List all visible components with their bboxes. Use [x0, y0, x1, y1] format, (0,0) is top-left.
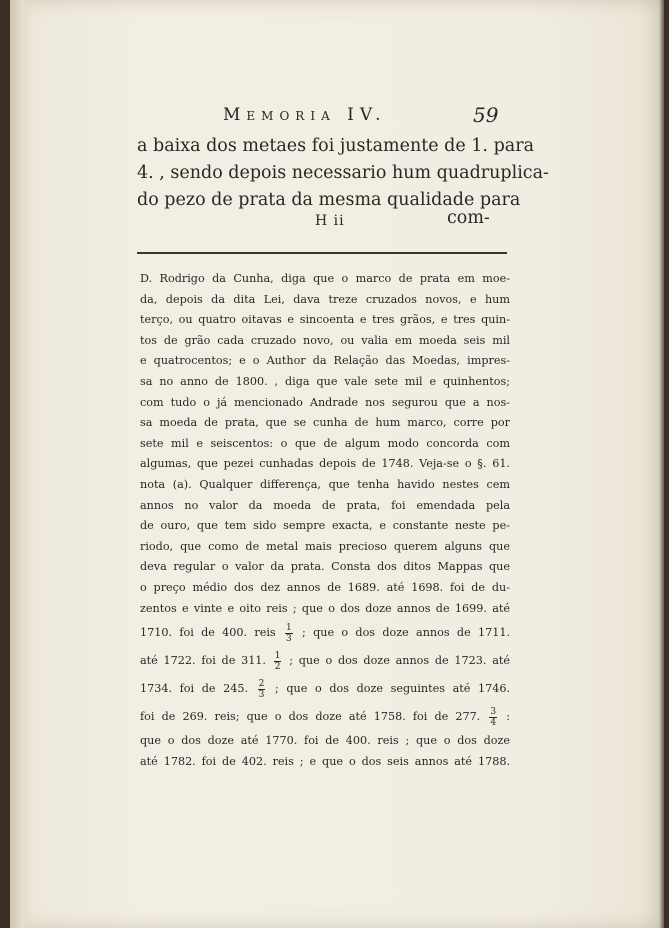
footnote-fraction-line [140, 647, 510, 675]
footnote-block [140, 269, 510, 772]
fraction-numerator: 1 [274, 650, 281, 661]
fraction-numerator: 3 [490, 706, 497, 717]
main-text-line: a baixa dos metaes foi justamente de 1. para [137, 136, 534, 156]
fraction-denominator: 3 [258, 689, 265, 700]
footnote-line: sa moeda de prata, que se cunha de hum marco, corre por [140, 416, 510, 430]
page-number: 59 [473, 103, 499, 127]
catchword: com- [447, 208, 490, 228]
book-page [10, 0, 664, 928]
footnote-line: annos no valor da moeda de prata, foi emendada pela [140, 498, 510, 512]
footnote-line: sete mil e seiscentos: o que de algum modo concorda com [140, 436, 510, 450]
fraction-line-after: ; que o dos doze seguintes até 1746. [275, 682, 511, 696]
fraction-line-before: 1734. foi de 245. [140, 682, 249, 696]
footnote-line: terço, ou quatro oitavas e sincoenta e tres grãos, e tres quin- [140, 313, 510, 327]
footnote-line: tos de grão cada cruzado novo, ou valia em moeda seis mil [140, 333, 510, 347]
fraction-numerator: 1 [285, 622, 292, 633]
fraction-line-after: ; que o dos doze annos de 1723. até [289, 654, 510, 668]
footnote-fraction-line [140, 619, 510, 647]
footnote-line: com tudo o já mencionado Andrade nos segurou que a nos- [140, 395, 510, 409]
main-text-line: do pezo de prata da mesma qualidade para [137, 190, 521, 210]
main-text-line: 4. , sendo depois necessario hum quadruplica- [137, 163, 549, 183]
running-head [223, 105, 533, 131]
footnote-line: de ouro, que tem sido sempre exacta, e constante neste pe- [140, 519, 510, 533]
footnote-fraction-line [140, 703, 510, 731]
page-gutter-shadow [10, 0, 32, 928]
footnote-rule [137, 252, 507, 254]
footnote-line: algumas, que pezei cunhadas depois de 1748. Veja-se o §. 61. [140, 457, 510, 471]
footnote-line: sa no anno de 1800. , diga que vale sete mil e quinhentos; [140, 374, 510, 388]
fraction-line-before: 1710. foi de 400. reis [140, 626, 276, 640]
fraction-line-before: até 1722. foi de 311. [140, 654, 266, 668]
footnote-line: e quatrocentos; e o Author da Relação das Moedas, impres- [140, 354, 510, 368]
footnote-fraction-line [140, 675, 510, 703]
footnote-line: da, depois da dita Lei, dava treze cruzados novos, e hum [140, 292, 510, 306]
fraction-numerator: 2 [258, 678, 265, 689]
signature-mark: H ii [315, 213, 345, 229]
fraction-denominator: 2 [274, 661, 281, 672]
fraction [489, 707, 497, 728]
footnote-line: até 1782. foi de 402. reis ; e que o dos seis annos até 1788. [140, 754, 510, 768]
fraction-line-after: : [506, 710, 510, 724]
fraction-denominator: 4 [490, 717, 497, 728]
fraction [274, 651, 282, 672]
footnote-line: o preço médio dos dez annos de 1689. até 1698. foi de du- [140, 580, 510, 594]
footnote-line: riodo, que como de metal mais precioso querem alguns que [140, 539, 510, 553]
fraction-line-before: foi de 269. reis; que o dos doze até 1758. foi de 277. [140, 710, 481, 724]
footnote-line: que o dos doze até 1770. foi de 400. reis ; que o dos doze [140, 734, 510, 748]
fraction [258, 679, 266, 700]
footnote-line: deva regular o valor da prata. Consta dos ditos Mappas que [140, 560, 510, 574]
footnote-line: nota (a). Qualquer differença, que tenha havido nestes cem [140, 477, 510, 491]
footnote-line: zentos e vinte e oito reis ; que o dos doze annos de 1699. até [140, 601, 510, 615]
fraction-line-after: ; que o dos doze annos de 1711. [302, 626, 511, 640]
page-edge-shadow [659, 0, 664, 928]
fraction-denominator: 3 [285, 633, 292, 644]
fraction [285, 623, 293, 644]
footnote-line: D. Rodrigo da Cunha, diga que o marco de prata em moe- [140, 272, 510, 285]
main-text-block [137, 133, 549, 214]
running-head-title: Memoria IV. [223, 105, 387, 125]
